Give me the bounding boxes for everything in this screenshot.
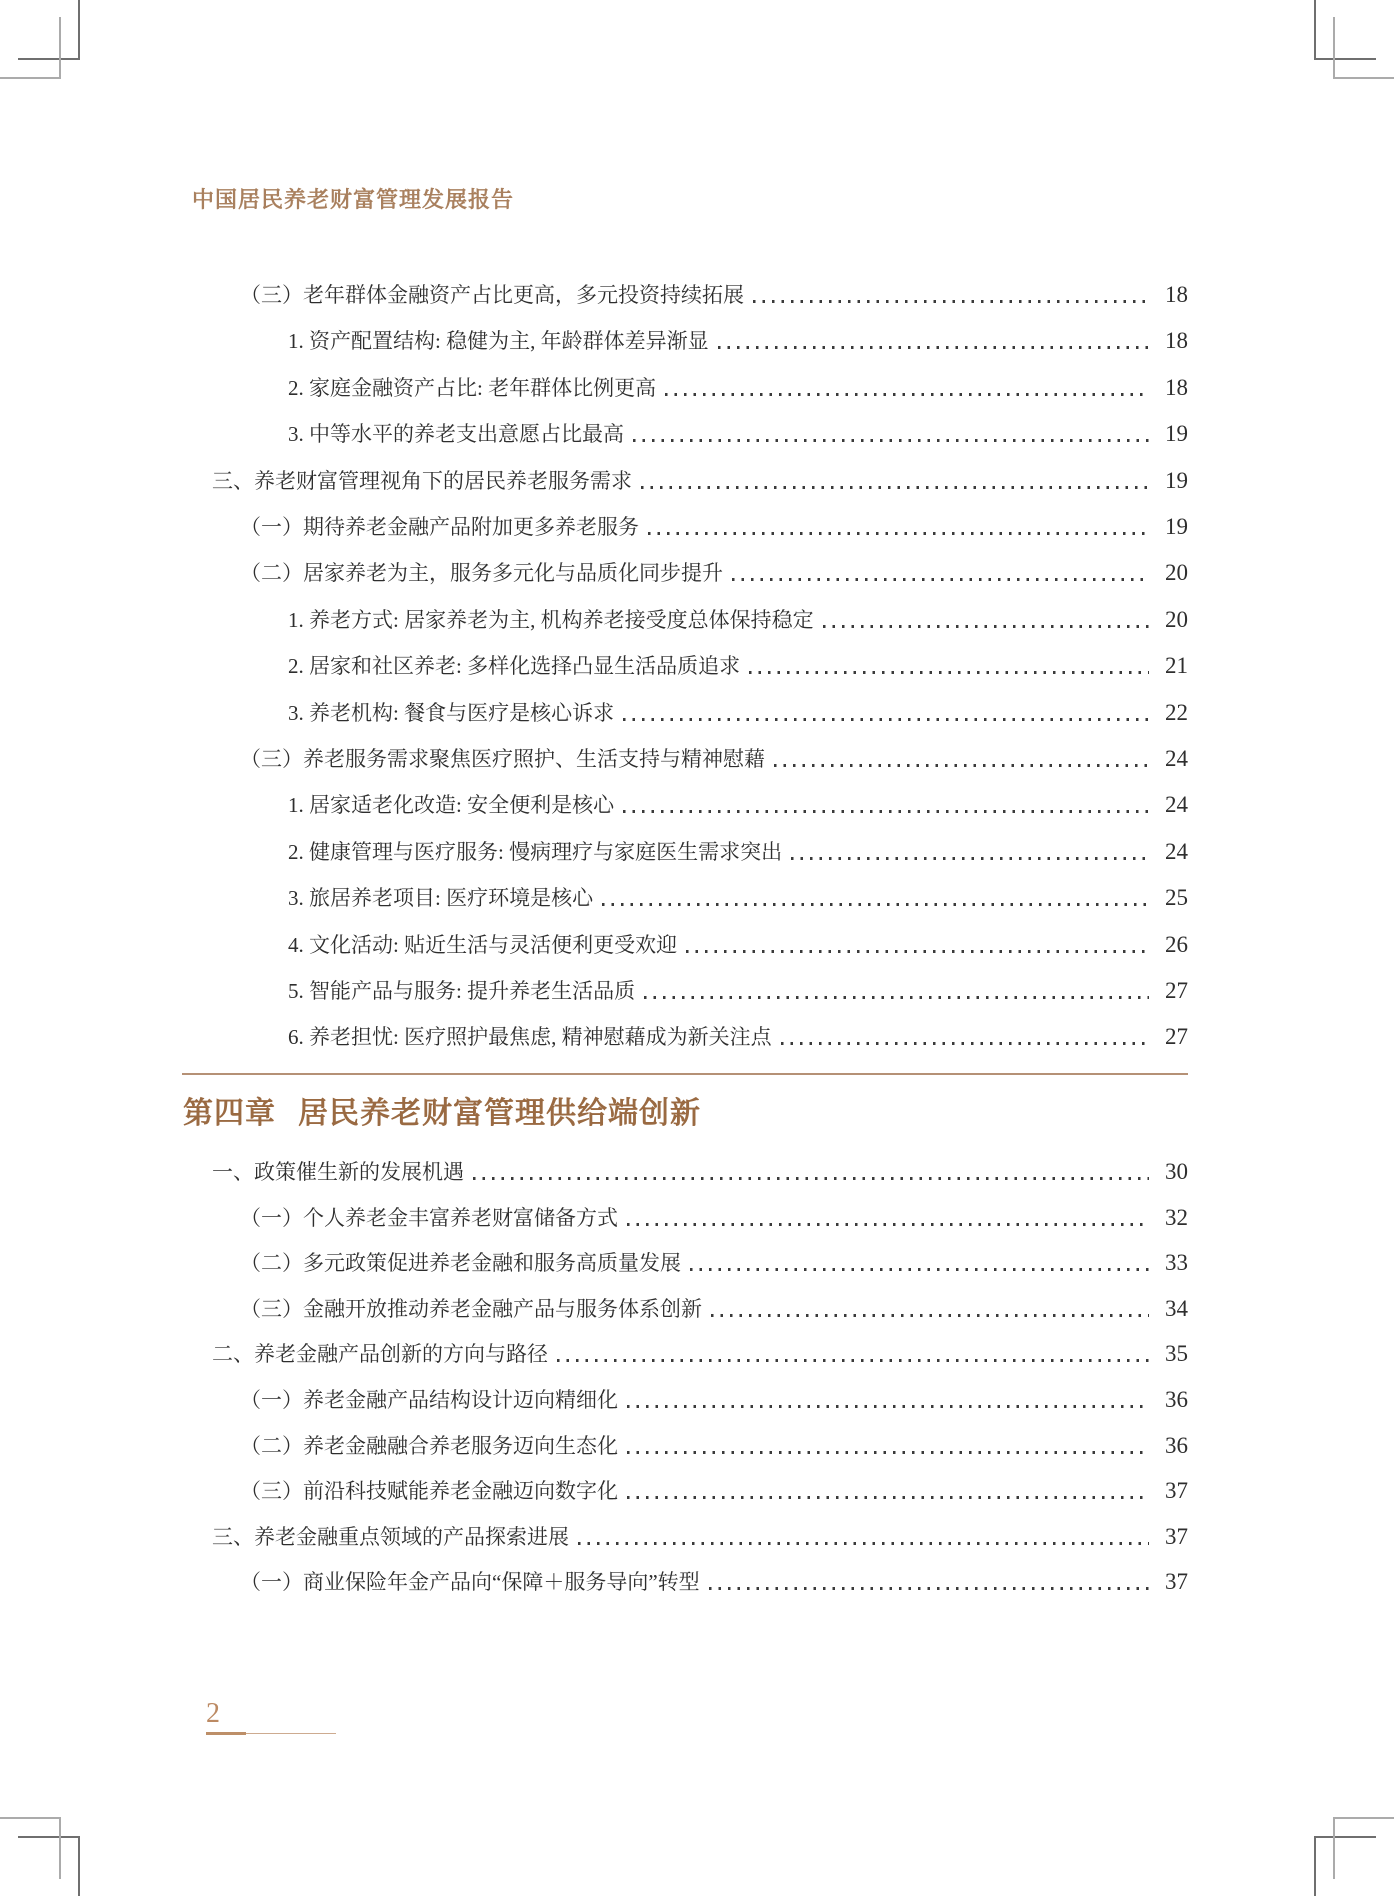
toc-entry[interactable] xyxy=(288,373,1188,403)
toc-entry[interactable] xyxy=(288,930,1188,960)
toc-entry-page-number: 20 xyxy=(1165,560,1188,586)
toc-entry-page-number: 36 xyxy=(1165,1387,1188,1412)
toc-entry-title: （二）多元政策促进养老金融和服务高质量发展 xyxy=(240,1251,681,1276)
toc-entry-title: （三）老年群体金融资产占比更高，多元投资持续拓展 xyxy=(240,283,744,307)
toc-dotted-leader xyxy=(711,1314,1149,1317)
running-header-title: 中国居民养老财富管理发展报告 xyxy=(192,187,515,212)
toc-entry-title: （三）养老服务需求聚焦医疗照护、生活支持与精神慰藉 xyxy=(240,747,765,771)
toc-dotted-leader xyxy=(473,1177,1149,1180)
toc-dotted-leader xyxy=(602,903,1149,906)
toc-entry[interactable] xyxy=(212,466,1188,496)
toc-entry-page-number: 34 xyxy=(1165,1295,1188,1321)
footer-page-number: 2 xyxy=(206,1698,220,1729)
toc-dotted-leader xyxy=(623,718,1149,721)
toc-entry-title: 三、养老财富管理视角下的居民养老服务需求 xyxy=(212,468,632,493)
toc-entry-page-number: 24 xyxy=(1165,838,1188,864)
toc-entry-page-number: 26 xyxy=(1165,931,1188,957)
toc-entry[interactable] xyxy=(288,326,1188,356)
toc-entry[interactable] xyxy=(212,1522,1188,1552)
crop-mark-top-left-inner xyxy=(0,17,61,79)
toc-dotted-leader xyxy=(665,393,1149,396)
toc-entry[interactable] xyxy=(288,698,1188,728)
toc-dotted-leader xyxy=(627,1451,1149,1454)
toc-entry-page-number: 33 xyxy=(1165,1250,1188,1276)
chapter-title: 居民养老财富管理供给端创新 xyxy=(298,1097,701,1130)
chapter-heading xyxy=(183,1088,701,1132)
toc-entry-title: （一）期待养老金融产品附加更多养老服务 xyxy=(240,515,639,539)
crop-mark-bottom-right-inner xyxy=(1333,1817,1394,1879)
toc-dotted-leader xyxy=(627,1223,1149,1226)
toc-entry-page-number: 21 xyxy=(1165,653,1188,679)
toc-entry-page-number: 24 xyxy=(1165,792,1188,818)
toc-entry-page-number: 35 xyxy=(1165,1341,1188,1367)
crop-mark-top-right-inner xyxy=(1333,17,1394,79)
toc-entry[interactable] xyxy=(240,744,1188,774)
toc-entry[interactable] xyxy=(240,1431,1188,1461)
toc-dotted-leader xyxy=(641,486,1149,489)
toc-entry-page-number: 32 xyxy=(1165,1204,1188,1230)
toc-dotted-leader xyxy=(686,950,1149,953)
toc-entry[interactable] xyxy=(288,790,1188,820)
toc-dotted-leader xyxy=(623,810,1149,813)
toc-entry-page-number: 27 xyxy=(1165,1024,1188,1050)
toc-entry[interactable] xyxy=(240,1248,1188,1278)
toc-entry[interactable] xyxy=(240,1294,1188,1324)
toc-entry-page-number: 19 xyxy=(1165,421,1188,447)
toc-dotted-leader xyxy=(644,996,1149,999)
crop-mark-bottom-left-inner xyxy=(0,1817,61,1879)
toc-entry[interactable] xyxy=(288,605,1188,635)
toc-dotted-leader xyxy=(557,1359,1149,1362)
chapter-divider-rule xyxy=(182,1073,1188,1075)
toc-dotted-leader xyxy=(749,671,1149,674)
toc-entry-page-number: 19 xyxy=(1165,514,1188,539)
toc-dotted-leader xyxy=(732,578,1149,581)
toc-entry-title: 3. 养老机构: 餐食与医疗是核心诉求 xyxy=(288,700,615,725)
toc-entry-title: （三）前沿科技赋能养老金融迈向数字化 xyxy=(240,1479,618,1504)
chapter-number: 第四章 xyxy=(183,1097,276,1130)
toc-entry-page-number: 22 xyxy=(1165,699,1188,725)
toc-entry-title: 三、养老金融重点领域的产品探索进展 xyxy=(212,1524,569,1549)
toc-entry-title: 4. 文化活动: 贴近生活与灵活便利更受欢迎 xyxy=(288,932,678,957)
toc-entry[interactable] xyxy=(240,512,1188,542)
toc-entry-title: 1. 资产配置结构: 稳健为主, 年龄群体差异渐显 xyxy=(288,329,709,354)
toc-entry-page-number: 27 xyxy=(1165,978,1188,1003)
toc-entry[interactable] xyxy=(240,1476,1188,1506)
toc-entry[interactable] xyxy=(212,1157,1188,1187)
toc-entry[interactable] xyxy=(240,1203,1188,1233)
toc-entry[interactable] xyxy=(288,419,1188,449)
toc-entry-title: 二、养老金融产品创新的方向与路径 xyxy=(212,1342,548,1367)
toc-dotted-leader xyxy=(633,439,1149,442)
toc-entry[interactable] xyxy=(240,558,1188,588)
footer-rule-thick xyxy=(206,1732,246,1735)
toc-dotted-leader xyxy=(627,1496,1149,1499)
toc-entry-title: （一）商业保险年金产品向“保障＋服务导向”转型 xyxy=(240,1570,700,1595)
toc-entry[interactable] xyxy=(288,837,1188,867)
toc-entry-page-number: 24 xyxy=(1165,746,1188,771)
toc-entry-title: 3. 旅居养老项目: 医疗环境是核心 xyxy=(288,886,594,911)
toc-entry-page-number: 30 xyxy=(1165,1159,1188,1184)
footer-rule-thin xyxy=(246,1733,336,1734)
toc-entry-page-number: 18 xyxy=(1165,328,1188,354)
toc-entry-title: （一）养老金融产品结构设计迈向精细化 xyxy=(240,1388,618,1412)
toc-entry[interactable] xyxy=(212,1339,1188,1369)
toc-dotted-leader xyxy=(627,1405,1149,1408)
toc-entry-title: （二）居家养老为主，服务多元化与品质化同步提升 xyxy=(240,561,723,586)
toc-dotted-leader xyxy=(753,300,1149,303)
toc-entry-title: 2. 家庭金融资产占比: 老年群体比例更高 xyxy=(288,375,657,400)
toc-dotted-leader xyxy=(791,857,1149,860)
toc-dotted-leader xyxy=(774,764,1149,767)
toc-entry-title: 1. 养老方式: 居家养老为主, 机构养老接受度总体保持稳定 xyxy=(288,607,814,632)
toc-entry-title: 一、政策催生新的发展机遇 xyxy=(212,1160,464,1184)
toc-entry-page-number: 25 xyxy=(1165,885,1188,911)
toc-entry-page-number: 37 xyxy=(1165,1478,1188,1504)
toc-entry-title: 5. 智能产品与服务: 提升养老生活品质 xyxy=(288,979,636,1003)
toc-entry-title: 2. 居家和社区养老: 多样化选择凸显生活品质追求 xyxy=(288,654,741,679)
toc-entry[interactable] xyxy=(288,651,1188,681)
toc-dotted-leader xyxy=(823,625,1149,628)
toc-entry-page-number: 37 xyxy=(1165,1569,1188,1595)
toc-entry-title: 6. 养老担忧: 医疗照护最焦虑, 精神慰藉成为新关注点 xyxy=(288,1025,772,1050)
toc-entry-page-number: 36 xyxy=(1165,1432,1188,1458)
toc-entry[interactable] xyxy=(240,1567,1188,1597)
toc-entry-title: （二）养老金融融合养老服务迈向生态化 xyxy=(240,1433,618,1458)
toc-entry-page-number: 19 xyxy=(1165,467,1188,493)
toc-entry-title: （三）金融开放推动养老金融产品与服务体系创新 xyxy=(240,1296,702,1321)
toc-entry[interactable] xyxy=(240,280,1188,310)
toc-entry-title: 2. 健康管理与医疗服务: 慢病理疗与家庭医生需求突出 xyxy=(288,839,783,864)
toc-entry[interactable] xyxy=(240,1385,1188,1415)
toc-entry-title: （一）个人养老金丰富养老财富储备方式 xyxy=(240,1205,618,1230)
toc-entry-page-number: 18 xyxy=(1165,374,1188,400)
toc-entry-title: 1. 居家适老化改造: 安全便利是核心 xyxy=(288,793,615,818)
toc-entry-page-number: 37 xyxy=(1165,1523,1188,1549)
toc-entry-page-number: 20 xyxy=(1165,606,1188,632)
toc-dotted-leader xyxy=(648,532,1149,535)
toc-entry-page-number: 18 xyxy=(1165,282,1188,307)
toc-dotted-leader xyxy=(709,1587,1149,1590)
toc-dotted-leader xyxy=(690,1268,1149,1271)
toc-entry[interactable] xyxy=(288,883,1188,913)
toc-entry[interactable] xyxy=(288,976,1188,1006)
toc-dotted-leader xyxy=(781,1042,1149,1045)
toc-dotted-leader xyxy=(718,346,1149,349)
toc-entry[interactable] xyxy=(288,1022,1188,1052)
toc-dotted-leader xyxy=(578,1542,1149,1545)
toc-entry-title: 3. 中等水平的养老支出意愿占比最高 xyxy=(288,422,624,447)
